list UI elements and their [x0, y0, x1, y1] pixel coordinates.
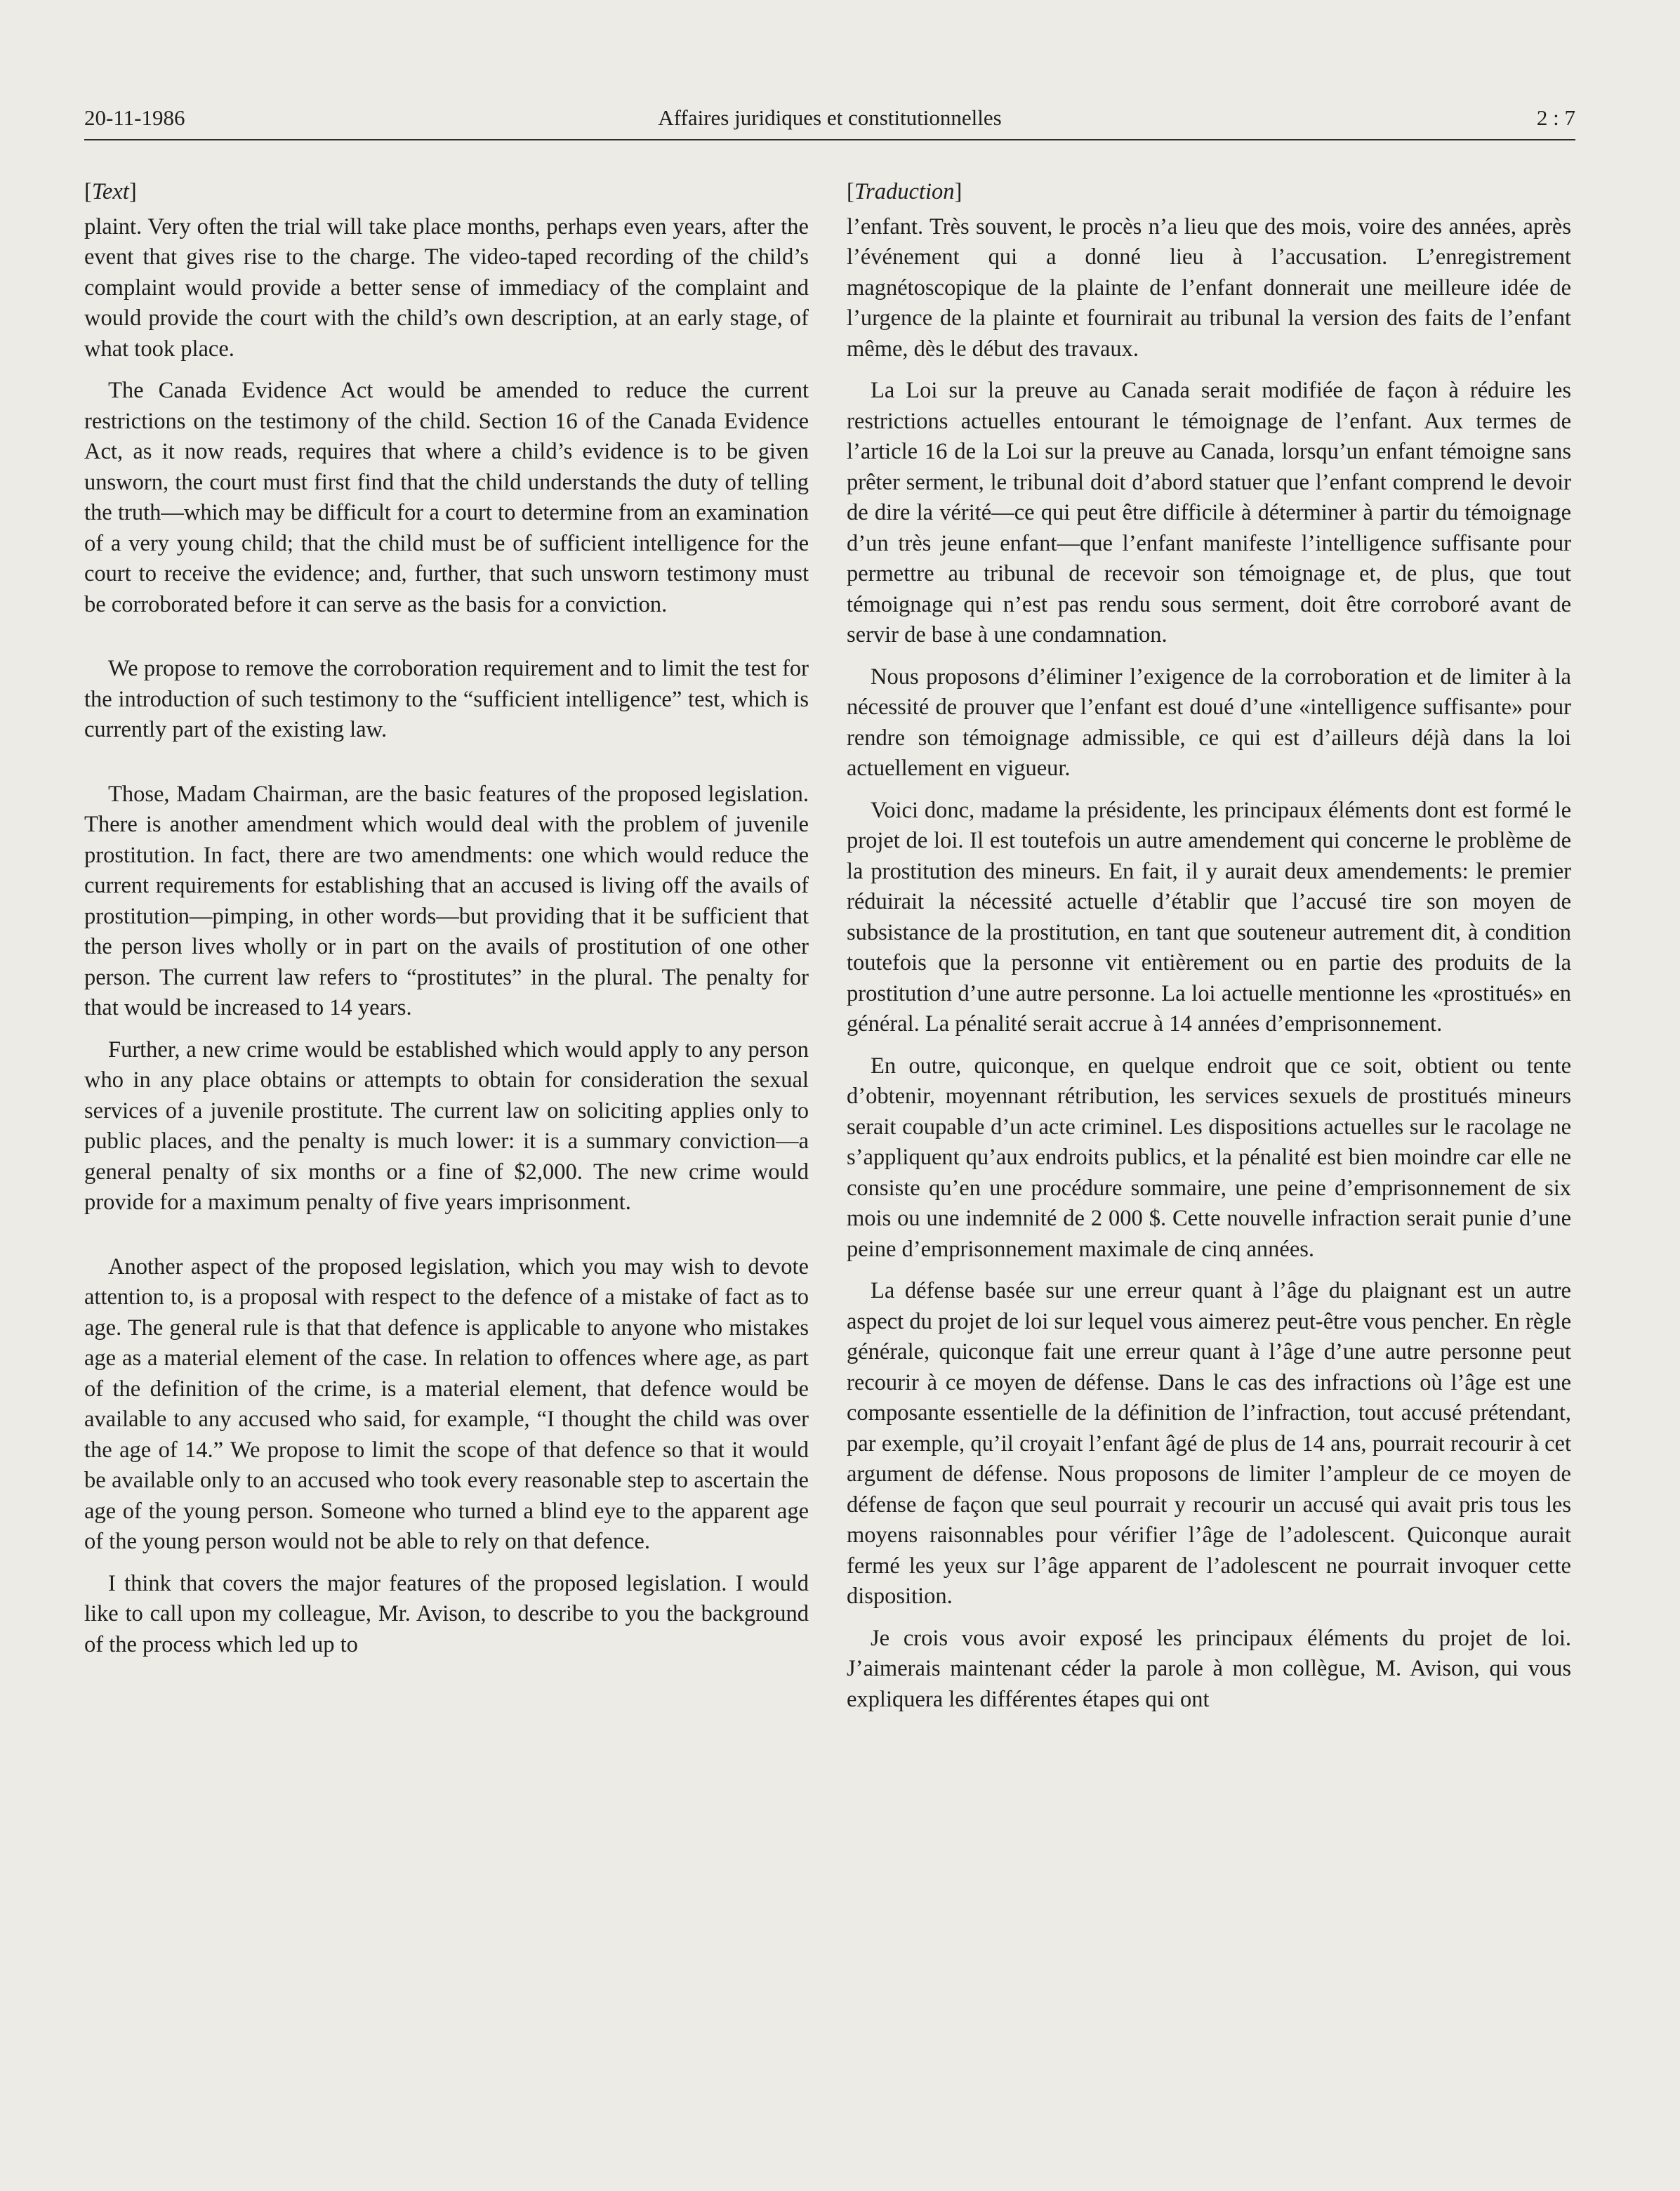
header-page-number: 2 : 7 — [1536, 105, 1575, 130]
paragraph: The Canada Evidence Act would be amended to reduce the current restrictions on the testimony of the child. Section 16 of the Canada Evidence Act, as it now reads, requires that where a child’s evidence is to be given unsworn, the court must first find that the child understands the duty of telling the truth—which may be difficult for a court to determine from an examination of a very young child; that the child must be of sufficient intelligence for the court to receive the evidence; and, further, that such unsworn testimony must be corroborated before it can serve as the basis for a conviction. — [84, 378, 809, 617]
paragraph: l’enfant. Très souvent, le procès n’a lieu que des mois, voire des années, après l’événement qui a donné lieu à l’accusation. L’enregistrement magnétoscopique de la plainte de l’enfant donnerait une meilleure idée de l’urgence de la plainte et fournirait au tribunal la version des faits de l’enfant même, dès le début des travaux. — [847, 213, 1571, 362]
french-column — [847, 177, 1571, 1726]
column-label-text: Traduction — [854, 179, 955, 204]
paragraph: La défense basée sur une erreur quant à l’âge du plaignant est un autre aspect du projet de loi sur lequel vous aimerez peut-être vous pencher. En règle générale, quiconque fait une erreur quant à l’âge d’une autre personne peut recourir à ce moyen de défense. Dans le cas des infractions où l’âge est une composante essentielle de la définition de l’infraction, tout accusé prétendant, par exemple, qu’il croyait l’enfant âgé de plus de 14 ans, pourrait recourir à cet argument de défense. Nous proposons de limiter l’ampleur de ce moyen de défense de façon que seul pourrait y recourir un accusé qui avait pris tous les moyens raisonnables pour vérifier l’âge de l’adolescent. Quiconque aurait fermé les yeux sur l’âge apparent de l’adolescent ne pourrait invoquer cette disposition. — [847, 1278, 1571, 1609]
paragraph: plaint. Very often the trial will take place months, perhaps even years, after the event that gives rise to the charge. The video-taped recording of the child’s complaint would provide a better sense of immediacy of the complaint and would provide the court with the child’s own description, at an early stage, of what took place. — [84, 213, 809, 362]
paragraph: Further, a new crime would be established which would apply to any person who in any place obtains or attempts to obtain for consideration the sexual services of a juvenile prostitute. The current law on soliciting applies only to public places, and the penalty is much lower: it is a summary conviction—a general penalty of six months or a fine of $2,000. The new crime would provide for a maximum penalty of five years imprisonment. — [84, 1037, 809, 1215]
column-label: [Traduction] — [847, 179, 963, 204]
english-column — [84, 177, 809, 1671]
paragraph: We propose to remove the corroboration requirement and to limit the test for the introduction of such testimony to the “sufficient intelligence” test, which is currently part of the existing law. — [84, 656, 809, 742]
paragraph: Voici donc, madame la présidente, les principaux éléments dont est formé le projet de loi. Il est toutefois un autre amendement qui concerne le problème de la prostitution des mineurs. En fait, il y aurait deux amendements: le premier réduirait la nécessité actuelle d’établir que l’accusé tire son moyen de subsistance de la prostitution, en tant que souteneur autrement dit, à condition toutefois que la personne vit entièrement ou en partie des produits de la prostitution d’une autre personne. La loi actuelle mentionne les «prostitués» en général. La pénalité serait accrue à 14 années d’emprisonnement. — [847, 797, 1571, 1037]
paragraph: Je crois vous avoir exposé les principaux éléments du projet de loi. J’aimerais maintenant céder la parole à mon collègue, M. Avison, qui vous expliquera les différentes étapes qui ont — [847, 1625, 1571, 1712]
paragraph: La Loi sur la preuve au Canada serait modifiée de façon à réduire les restrictions actuelles entourant le témoignage de l’enfant. Aux termes de l’article 16 de la Loi sur la preuve au Canada, lorsqu’un enfant témoigne sans prêter serment, le tribunal doit d’abord statuer que l’enfant comprend le devoir de dire la vérité—ce qui peut être difficile à déterminer à partir du témoignage d’un très jeune enfant—que l’enfant manifeste l’intelligence suffisante pour permettre au tribunal de recevoir son témoignage et, de plus, que tout témoignage qui n’est pas rendu sous serment, doit être corroboré avant de servir de base à une condamnation. — [847, 378, 1571, 647]
paragraph: En outre, quiconque, en quelque endroit que ce soit, obtient ou tente d’obtenir, moyennant rétribution, les services sexuels de prostitués mineurs serait coupable d’un acte criminel. Les dispositions actuelles sur le racolage ne s’appliquent qu’aux endroits publics, et la pénalité est bien moindre car elle ne consiste qu’en une procédure sommaire, une peine d’emprisonnement de six mois ou une indemnité de 2 000 $. Cette nouvelle infraction serait punie d’une peine d’emprisonnement maximale de cinq années. — [847, 1053, 1571, 1262]
paragraph: Another aspect of the proposed legislation, which you may wish to devote attention to, is a proposal with respect to the defence of a mistake of fact as to age. The general rule is that that defence is applicable to anyone who mistakes age as a material element of the case. In relation to offences where age, as part of the definition of the crime, is a material element, that defence would be available to any accused who said, for example, “I thought the child was over the age of 14.” We propose to limit the scope of that defence so that it would be available only to an accused who took every reasonable step to ascertain the age of the young person. Someone who turned a blind eye to the apparent age of the young person would not be able to rely on that defence. — [84, 1254, 809, 1554]
page-header — [84, 104, 1575, 140]
column-label: [Text] — [84, 179, 137, 204]
paragraph: Those, Madam Chairman, are the basic features of the proposed legislation. There is another amendment which would deal with the problem of juvenile prostitution. In fact, there are two amendments: one which would reduce the current requirements for establishing that an accused is living off the avails of prostitution—pimping, in other words—but providing that it be sufficient that the person lives wholly or in part on the avails of prostitution of one other person. The current law refers to “prostitutes” in the plural. The penalty for that would be increased to 14 years. — [84, 781, 809, 1020]
header-date: 20-11-1986 — [84, 105, 185, 130]
column-label-text: Text — [91, 179, 129, 204]
header-title: Affaires juridiques et constitutionnelles — [658, 105, 1002, 130]
paragraph: I think that covers the major features of the proposed legislation. I would like to call upon my colleague, Mr. Avison, to describe to you the background of the process which led up to — [84, 1570, 809, 1657]
paragraph: Nous proposons d’éliminer l’exigence de la corroboration et de limiter à la nécessité de prouver que l’enfant est doué d’une «intelligence suffisante» pour rendre son témoignage admissible, ce qui est d’ailleurs déjà dans la loi actuellement en vigueur. — [847, 664, 1571, 781]
